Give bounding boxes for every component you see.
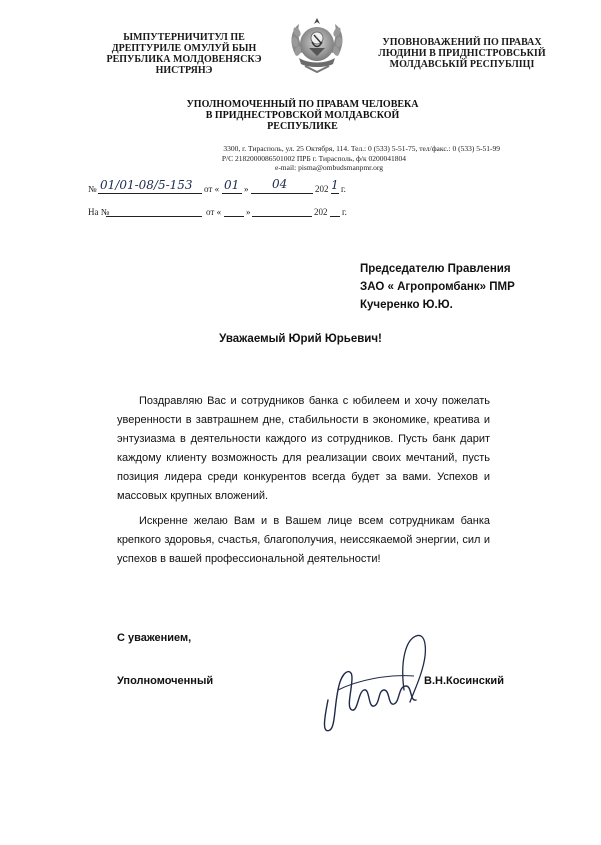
header-right-line: УПОВНОВАЖЕНИЙ ПО ПРАВАХ xyxy=(382,37,542,48)
reply-day-underline xyxy=(224,216,244,217)
contact-block xyxy=(105,144,500,173)
office-title-line: В ПРИДНЕСТРОВСКОЙ МОЛДАВСКОЙ xyxy=(205,110,400,121)
month-underline xyxy=(251,193,313,194)
reply-line xyxy=(88,206,347,220)
greeting: Уважаемый Юрий Юрьевич! xyxy=(219,333,382,345)
date-from-label: от « xyxy=(204,184,220,194)
year-prefix: 202 xyxy=(315,184,329,194)
year-suffix: г. xyxy=(341,184,346,194)
handwritten-signature xyxy=(318,630,438,740)
body-paragraph: Поздравляю Вас и сотрудников банка с юбилеем и хочу пожелать уверенности в завтрашнем дне, стабильности в экономике, креатива и энтузиазма в деятельности каждого из сотрудников. Пусть банк дарит каждому клиенту возможность для реализации своих мечтаний, пусть позиция лидера среди конкурентов всегда будет за вами. Успехов и массовых крупных вложений. xyxy=(117,395,490,502)
number-prefix: № xyxy=(88,184,97,194)
contact-address: 3300, г. Тирасполь, ул. 25 Октября, 114. Тел.: 0 (533) 5-51-75, тел/факс.: 0 (533) 5-51-99 xyxy=(223,144,500,153)
body-paragraph: Искренне желаю Вам и в Вашем лице всем сотрудникам банка крепкого здоровья, счастья, благополучия, неиссякаемой энергии, сил и успехов в вашей профессиональной деятельности! xyxy=(117,515,490,565)
handwritten-day: 01 xyxy=(224,178,240,192)
header-left-title xyxy=(100,32,268,76)
addressee-block xyxy=(360,260,515,314)
reply-from-label: от « xyxy=(206,207,222,217)
handwritten-number: 01/01-08/5-153 xyxy=(100,178,193,192)
date-close-quote: » xyxy=(244,184,249,194)
registration-line xyxy=(88,177,346,197)
office-title-line: УПОЛНОМОЧЕННЫЙ ПО ПРАВАМ ЧЕЛОВЕКА xyxy=(186,99,419,110)
number-underline xyxy=(98,193,202,194)
reply-number-underline xyxy=(106,216,202,217)
reply-year: 202 xyxy=(314,207,328,217)
header-left-line: ЫМПУТЕРНИЧИТУЛ ПЕ xyxy=(123,32,245,43)
contact-email: e-mail: pisma@ombudsmanpmr.org xyxy=(274,163,383,172)
office-title-line: РЕСПУБЛИКЕ xyxy=(267,121,338,132)
day-underline xyxy=(222,193,242,194)
signatory-name: В.Н.Косинский xyxy=(424,675,504,687)
coat-of-arms-icon xyxy=(285,12,349,78)
addressee-line: Кучеренко Ю.Ю. xyxy=(360,299,453,311)
header-right-title xyxy=(372,37,552,70)
header-left-line: НИСТРЯНЭ xyxy=(155,65,213,76)
addressee-line: ЗАО « Агропромбанк» ПМР xyxy=(360,281,515,293)
contact-bank-details: Р/С 2182000086501002 ПРБ г. Тирасполь, ф/к 0200041804 xyxy=(221,153,406,163)
handwritten-year: 1 xyxy=(331,178,339,192)
reply-close-quote: » xyxy=(246,207,251,217)
header-right-line: МОЛДАВСЬКІЙ РЕСПУБЛІЦІ xyxy=(389,59,535,70)
handwritten-month: 04 xyxy=(272,177,288,191)
closing-phrase: С уважением, xyxy=(117,632,192,644)
header-left-line: ДРЕПТУРИЛЕ ОМУЛУЙ БЫН xyxy=(111,43,257,54)
reply-number-label: На № xyxy=(88,207,110,217)
header-left-line: РЕПУБЛИКА МОЛДОВЕНЯСКЭ xyxy=(106,54,262,65)
reply-year-suffix: г. xyxy=(342,207,347,217)
signatory-position: Уполномоченный xyxy=(117,675,214,687)
header-right-line: ЛЮДИНИ В ПРИДНІСТРОВСЬКІЙ xyxy=(378,48,546,59)
reply-month-underline xyxy=(252,216,312,217)
addressee-line: Председателю Правления xyxy=(360,263,511,275)
office-title xyxy=(150,99,455,132)
letter-body xyxy=(117,392,490,575)
year-underline xyxy=(331,193,339,194)
reply-year-underline xyxy=(330,216,340,217)
